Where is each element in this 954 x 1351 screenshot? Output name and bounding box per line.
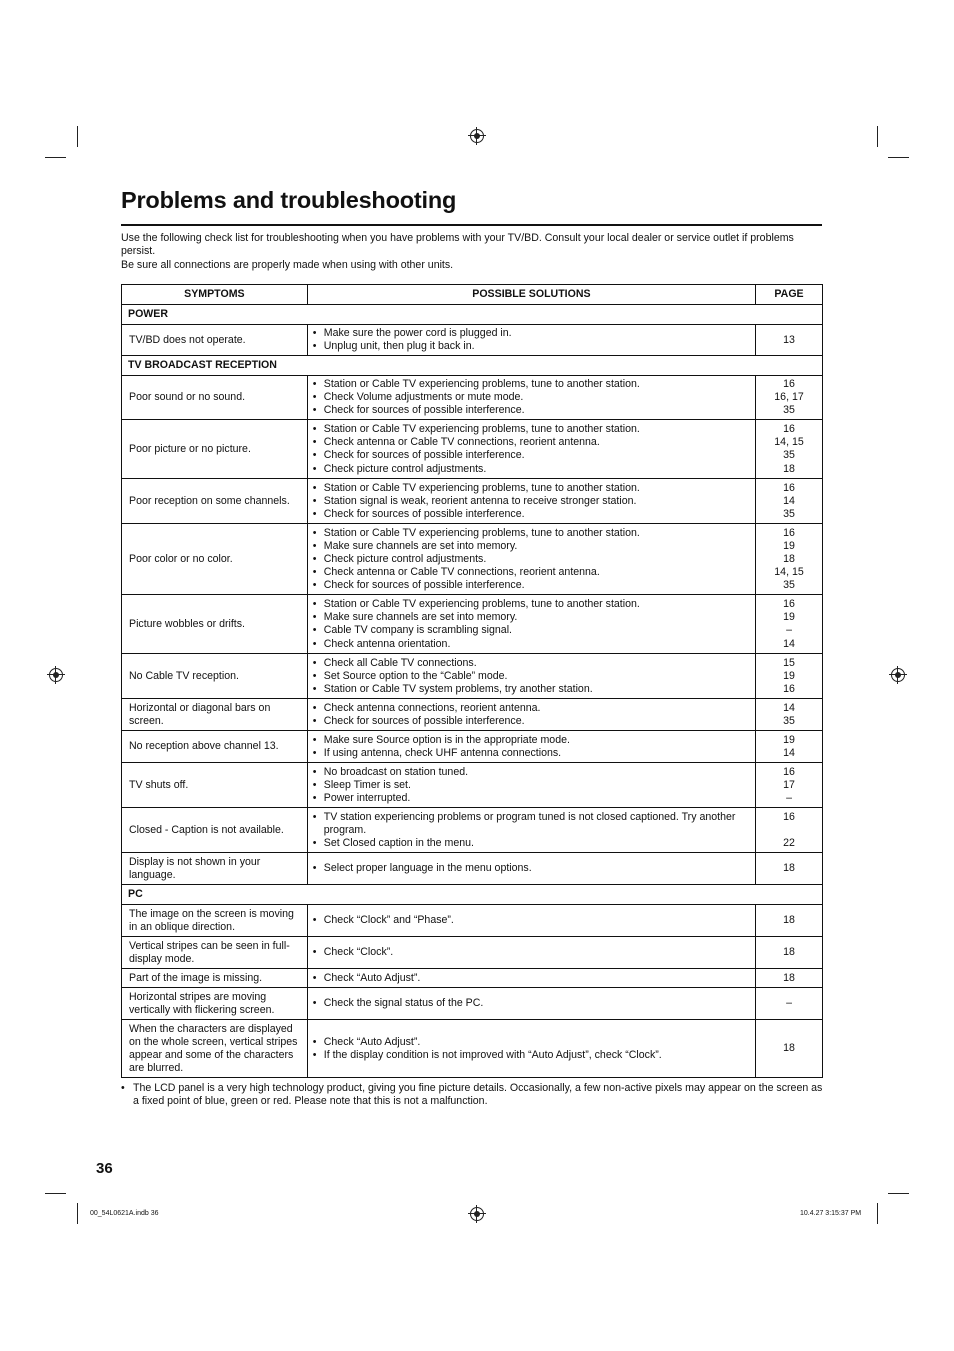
solutions-list [313, 862, 747, 875]
page-ref: 13 [783, 333, 795, 346]
table-row [122, 479, 823, 524]
solution-item: • Make sure channels are set into memory. [313, 611, 747, 624]
crop-mark [77, 1203, 78, 1224]
solutions-list [313, 598, 747, 650]
page-cell [756, 654, 823, 699]
crop-mark [877, 126, 878, 147]
registration-mark-icon [891, 668, 905, 682]
registration-mark-icon [470, 129, 484, 143]
solutions-list [313, 378, 747, 417]
page-ref: 17 [783, 778, 795, 791]
table-row [122, 325, 823, 356]
troubleshooting-table [121, 284, 823, 1078]
solutions-cell [307, 376, 755, 420]
symptom-cell: Poor picture or no picture. [122, 420, 308, 479]
intro-line: Use the following check list for troubleshooting when you have problems with your TV/BD. Consult your local dealer or service outlet if problems persist. [121, 232, 794, 258]
page-ref: 35 [783, 449, 795, 462]
page-cell [756, 763, 823, 808]
section-row [122, 885, 823, 905]
solution-item: • Check “Clock” and “Phase”. [313, 914, 747, 927]
page-cell [756, 699, 823, 731]
solution-item: • No broadcast on station tuned. [313, 766, 747, 779]
solution-item: • TV station experiencing problems or program tuned is not closed captioned. Try another program. [313, 811, 747, 837]
table-row [122, 969, 823, 988]
solutions-list [313, 702, 747, 728]
solution-item: • Check picture control adjustments. [313, 463, 747, 476]
solution-item: • Check for sources of possible interference. [313, 508, 747, 521]
table-row [122, 420, 823, 479]
page-ref: 18 [783, 1042, 795, 1055]
page-ref: 18 [783, 862, 795, 875]
section-row [122, 305, 823, 325]
solution-item: • Check Volume adjustments or mute mode. [313, 391, 747, 404]
section-title: PC [122, 885, 823, 905]
solution-item: • Set Closed caption in the menu. [313, 837, 747, 850]
page-ref: 16 [783, 378, 795, 391]
solutions-cell [307, 853, 755, 885]
solutions-cell [307, 969, 755, 988]
symptom-cell: No reception above channel 13. [122, 731, 308, 763]
page-cell [756, 988, 823, 1020]
solutions-list [313, 997, 747, 1010]
bullet: • [121, 1082, 125, 1094]
solution-item: • Make sure channels are set into memory. [313, 540, 747, 553]
table-row [122, 905, 823, 937]
header-page: PAGE [756, 285, 823, 305]
solutions-cell [307, 524, 755, 595]
solution-item: • Check all Cable TV connections. [313, 657, 747, 670]
table-row [122, 808, 823, 853]
solutions-list [313, 914, 747, 927]
page-ref: 14 [783, 701, 795, 714]
solution-item: • Check for sources of possible interference. [313, 404, 747, 417]
solution-item: • Sleep Timer is set. [313, 779, 747, 792]
table-row [122, 595, 823, 654]
crop-mark [888, 157, 909, 158]
page-ref: 14, 15 [774, 436, 804, 449]
solution-item: • Power interrupted. [313, 792, 747, 805]
solution-item: • Unplug unit, then plug it back in. [313, 340, 747, 353]
page-ref: 16 [783, 683, 795, 696]
page-cell [756, 595, 823, 654]
page-cell [756, 969, 823, 988]
page-ref: 16, 17 [774, 391, 804, 404]
solutions-list [313, 423, 747, 475]
table-row [122, 937, 823, 969]
page-ref: 15 [783, 656, 795, 669]
solutions-cell [307, 479, 755, 524]
crop-mark [77, 126, 78, 147]
symptom-cell: TV shuts off. [122, 763, 308, 808]
registration-mark-icon [470, 1207, 484, 1221]
solution-item: • Station or Cable TV experiencing problems, tune to another station. [313, 378, 747, 391]
symptom-cell: Poor color or no color. [122, 524, 308, 595]
solution-item: • Make sure Source option is in the appropriate mode. [313, 734, 747, 747]
symptom-cell: Closed - Caption is not available. [122, 808, 308, 853]
solution-item: • Check antenna connections, reorient antenna. [313, 702, 747, 715]
symptom-cell: When the characters are displayed on the whole screen, vertical stripes appear and some of the characters are blurred. [122, 1020, 308, 1078]
symptom-cell: No Cable TV reception. [122, 654, 308, 699]
symptom-cell: TV/BD does not operate. [122, 325, 308, 356]
page-cell [756, 479, 823, 524]
crop-mark [888, 1193, 909, 1194]
page-ref: 18 [783, 462, 795, 475]
page-ref: 16 [783, 481, 795, 494]
symptom-cell: Poor reception on some channels. [122, 479, 308, 524]
table-row [122, 763, 823, 808]
symptom-cell: Horizontal stripes are moving vertically with flickering screen. [122, 988, 308, 1020]
page-cell [756, 808, 823, 853]
solutions-list [313, 734, 747, 760]
solution-item: • If the display condition is not improved with “Auto Adjust”, check “Clock”. [313, 1049, 747, 1062]
solution-item: • Check for sources of possible interference. [313, 449, 747, 462]
page-ref: 35 [783, 404, 795, 417]
solutions-cell [307, 654, 755, 699]
page-ref: 18 [783, 914, 795, 927]
table-row [122, 1020, 823, 1078]
solutions-cell [307, 1020, 755, 1078]
solutions-list [313, 657, 747, 696]
page-ref: 16 [783, 423, 795, 436]
page-number: 36 [96, 1160, 113, 1177]
page-ref: 14, 15 [774, 566, 804, 579]
page-cell [756, 376, 823, 420]
page-ref: 22 [783, 837, 795, 850]
solutions-cell [307, 937, 755, 969]
table-row [122, 988, 823, 1020]
page-ref: 16 [783, 810, 795, 823]
table-row [122, 699, 823, 731]
solution-item: • Station or Cable TV experiencing problems, tune to another station. [313, 598, 747, 611]
solution-item: • Check the signal status of the PC. [313, 997, 747, 1010]
solution-item: • Cable TV company is scrambling signal. [313, 624, 747, 637]
page-cell [756, 524, 823, 595]
table-row [122, 654, 823, 699]
page-ref: 16 [783, 765, 795, 778]
symptom-cell: Part of the image is missing. [122, 969, 308, 988]
table-row [122, 524, 823, 595]
solutions-list [313, 766, 747, 805]
solutions-cell [307, 763, 755, 808]
page-ref: 14 [783, 637, 795, 650]
solutions-list [313, 946, 747, 959]
section-title: POWER [122, 305, 823, 325]
solution-item: • Check “Clock”. [313, 946, 747, 959]
page-ref: 18 [783, 552, 795, 565]
table-row [122, 853, 823, 885]
page-ref: 35 [783, 579, 795, 592]
page-cell [756, 937, 823, 969]
intro-text [121, 232, 822, 272]
solution-item: • Check picture control adjustments. [313, 553, 747, 566]
solutions-list [313, 527, 747, 592]
page-ref: 16 [783, 526, 795, 539]
page-ref: 19 [783, 669, 795, 682]
solution-item: • Check for sources of possible interference. [313, 715, 747, 728]
section-row [122, 356, 823, 376]
solution-item: • Check antenna orientation. [313, 638, 747, 651]
page-ref: 35 [783, 714, 795, 727]
solution-item: • Make sure the power cord is plugged in. [313, 327, 747, 340]
header-solutions: POSSIBLE SOLUTIONS [307, 285, 755, 305]
header-symptoms: SYMPTOMS [122, 285, 308, 305]
page-ref: 18 [783, 971, 795, 984]
page-cell [756, 853, 823, 885]
registration-mark-icon [49, 668, 63, 682]
page-ref: – [786, 997, 792, 1010]
solution-item: • Check antenna or Cable TV connections, reorient antenna. [313, 566, 747, 579]
solution-item: • Check “Auto Adjust”. [313, 972, 747, 985]
solution-item: • Check for sources of possible interference. [313, 579, 747, 592]
solution-item: • If using antenna, check UHF antenna connections. [313, 747, 747, 760]
crop-mark [877, 1203, 878, 1224]
page-ref: – [786, 624, 792, 637]
page-ref: 19 [783, 611, 795, 624]
note-text: The LCD panel is a very high technology product, giving you fine picture details. Occasionally, a few non-active pixels may appear on the screen as a fixed point of blue, green or red. Please note that this is not a malfunction. [133, 1082, 823, 1108]
solution-item: • Station or Cable TV experiencing problems, tune to another station. [313, 482, 747, 495]
table-row [122, 376, 823, 420]
solutions-list [313, 1036, 747, 1062]
solution-item: • Check “Auto Adjust”. [313, 1036, 747, 1049]
crop-mark [45, 1193, 66, 1194]
solutions-cell [307, 595, 755, 654]
page-ref: 35 [783, 508, 795, 521]
solution-item: • Station or Cable TV experiencing problems, tune to another station. [313, 527, 747, 540]
lcd-note [121, 1082, 823, 1109]
page-ref: 19 [783, 539, 795, 552]
solution-item: • Select proper language in the menu options. [313, 862, 747, 875]
symptom-cell: Display is not shown in your language. [122, 853, 308, 885]
page-ref [758, 824, 820, 837]
page-cell [756, 731, 823, 763]
page-ref: 19 [783, 733, 795, 746]
solutions-cell [307, 905, 755, 937]
solutions-list [313, 811, 747, 850]
title-rule [121, 224, 822, 226]
page-cell [756, 325, 823, 356]
table-row [122, 731, 823, 763]
page-ref: 18 [783, 946, 795, 959]
table-body [122, 305, 823, 1078]
solution-item: • Check antenna or Cable TV connections, reorient antenna. [313, 436, 747, 449]
solution-item: • Station signal is weak, reorient antenna to receive stronger station. [313, 495, 747, 508]
crop-mark [45, 157, 66, 158]
solutions-cell [307, 699, 755, 731]
page-cell [756, 420, 823, 479]
symptom-cell: Poor sound or no sound. [122, 376, 308, 420]
page-ref: 14 [783, 494, 795, 507]
page-ref: 14 [783, 746, 795, 759]
intro-line: Be sure all connections are properly made when using with other units. [121, 258, 454, 271]
symptom-cell: The image on the screen is moving in an oblique direction. [122, 905, 308, 937]
symptom-cell: Vertical stripes can be seen in full-display mode. [122, 937, 308, 969]
solution-item: • Set Source option to the “Cable” mode. [313, 670, 747, 683]
symptom-cell: Horizontal or diagonal bars on screen. [122, 699, 308, 731]
symptom-cell: Picture wobbles or drifts. [122, 595, 308, 654]
footer-timestamp: 10.4.27 3:15:37 PM [800, 1210, 862, 1217]
solutions-cell [307, 988, 755, 1020]
solutions-cell [307, 325, 755, 356]
solutions-cell [307, 420, 755, 479]
page-title: Problems and troubleshooting [121, 187, 457, 213]
solutions-list [313, 327, 747, 353]
solutions-cell [307, 731, 755, 763]
solutions-list [313, 972, 747, 985]
solution-item: • Station or Cable TV experiencing problems, tune to another station. [313, 423, 747, 436]
page-cell [756, 905, 823, 937]
section-title: TV BROADCAST RECEPTION [122, 356, 823, 376]
page-ref: 16 [783, 598, 795, 611]
table-header-row [122, 285, 823, 305]
solutions-list [313, 482, 747, 521]
page-ref: – [786, 792, 792, 805]
solutions-cell [307, 808, 755, 853]
solution-item: • Station or Cable TV system problems, try another station. [313, 683, 747, 696]
page-cell [756, 1020, 823, 1078]
footer-file: 00_54L0621A.indb 36 [90, 1210, 159, 1217]
